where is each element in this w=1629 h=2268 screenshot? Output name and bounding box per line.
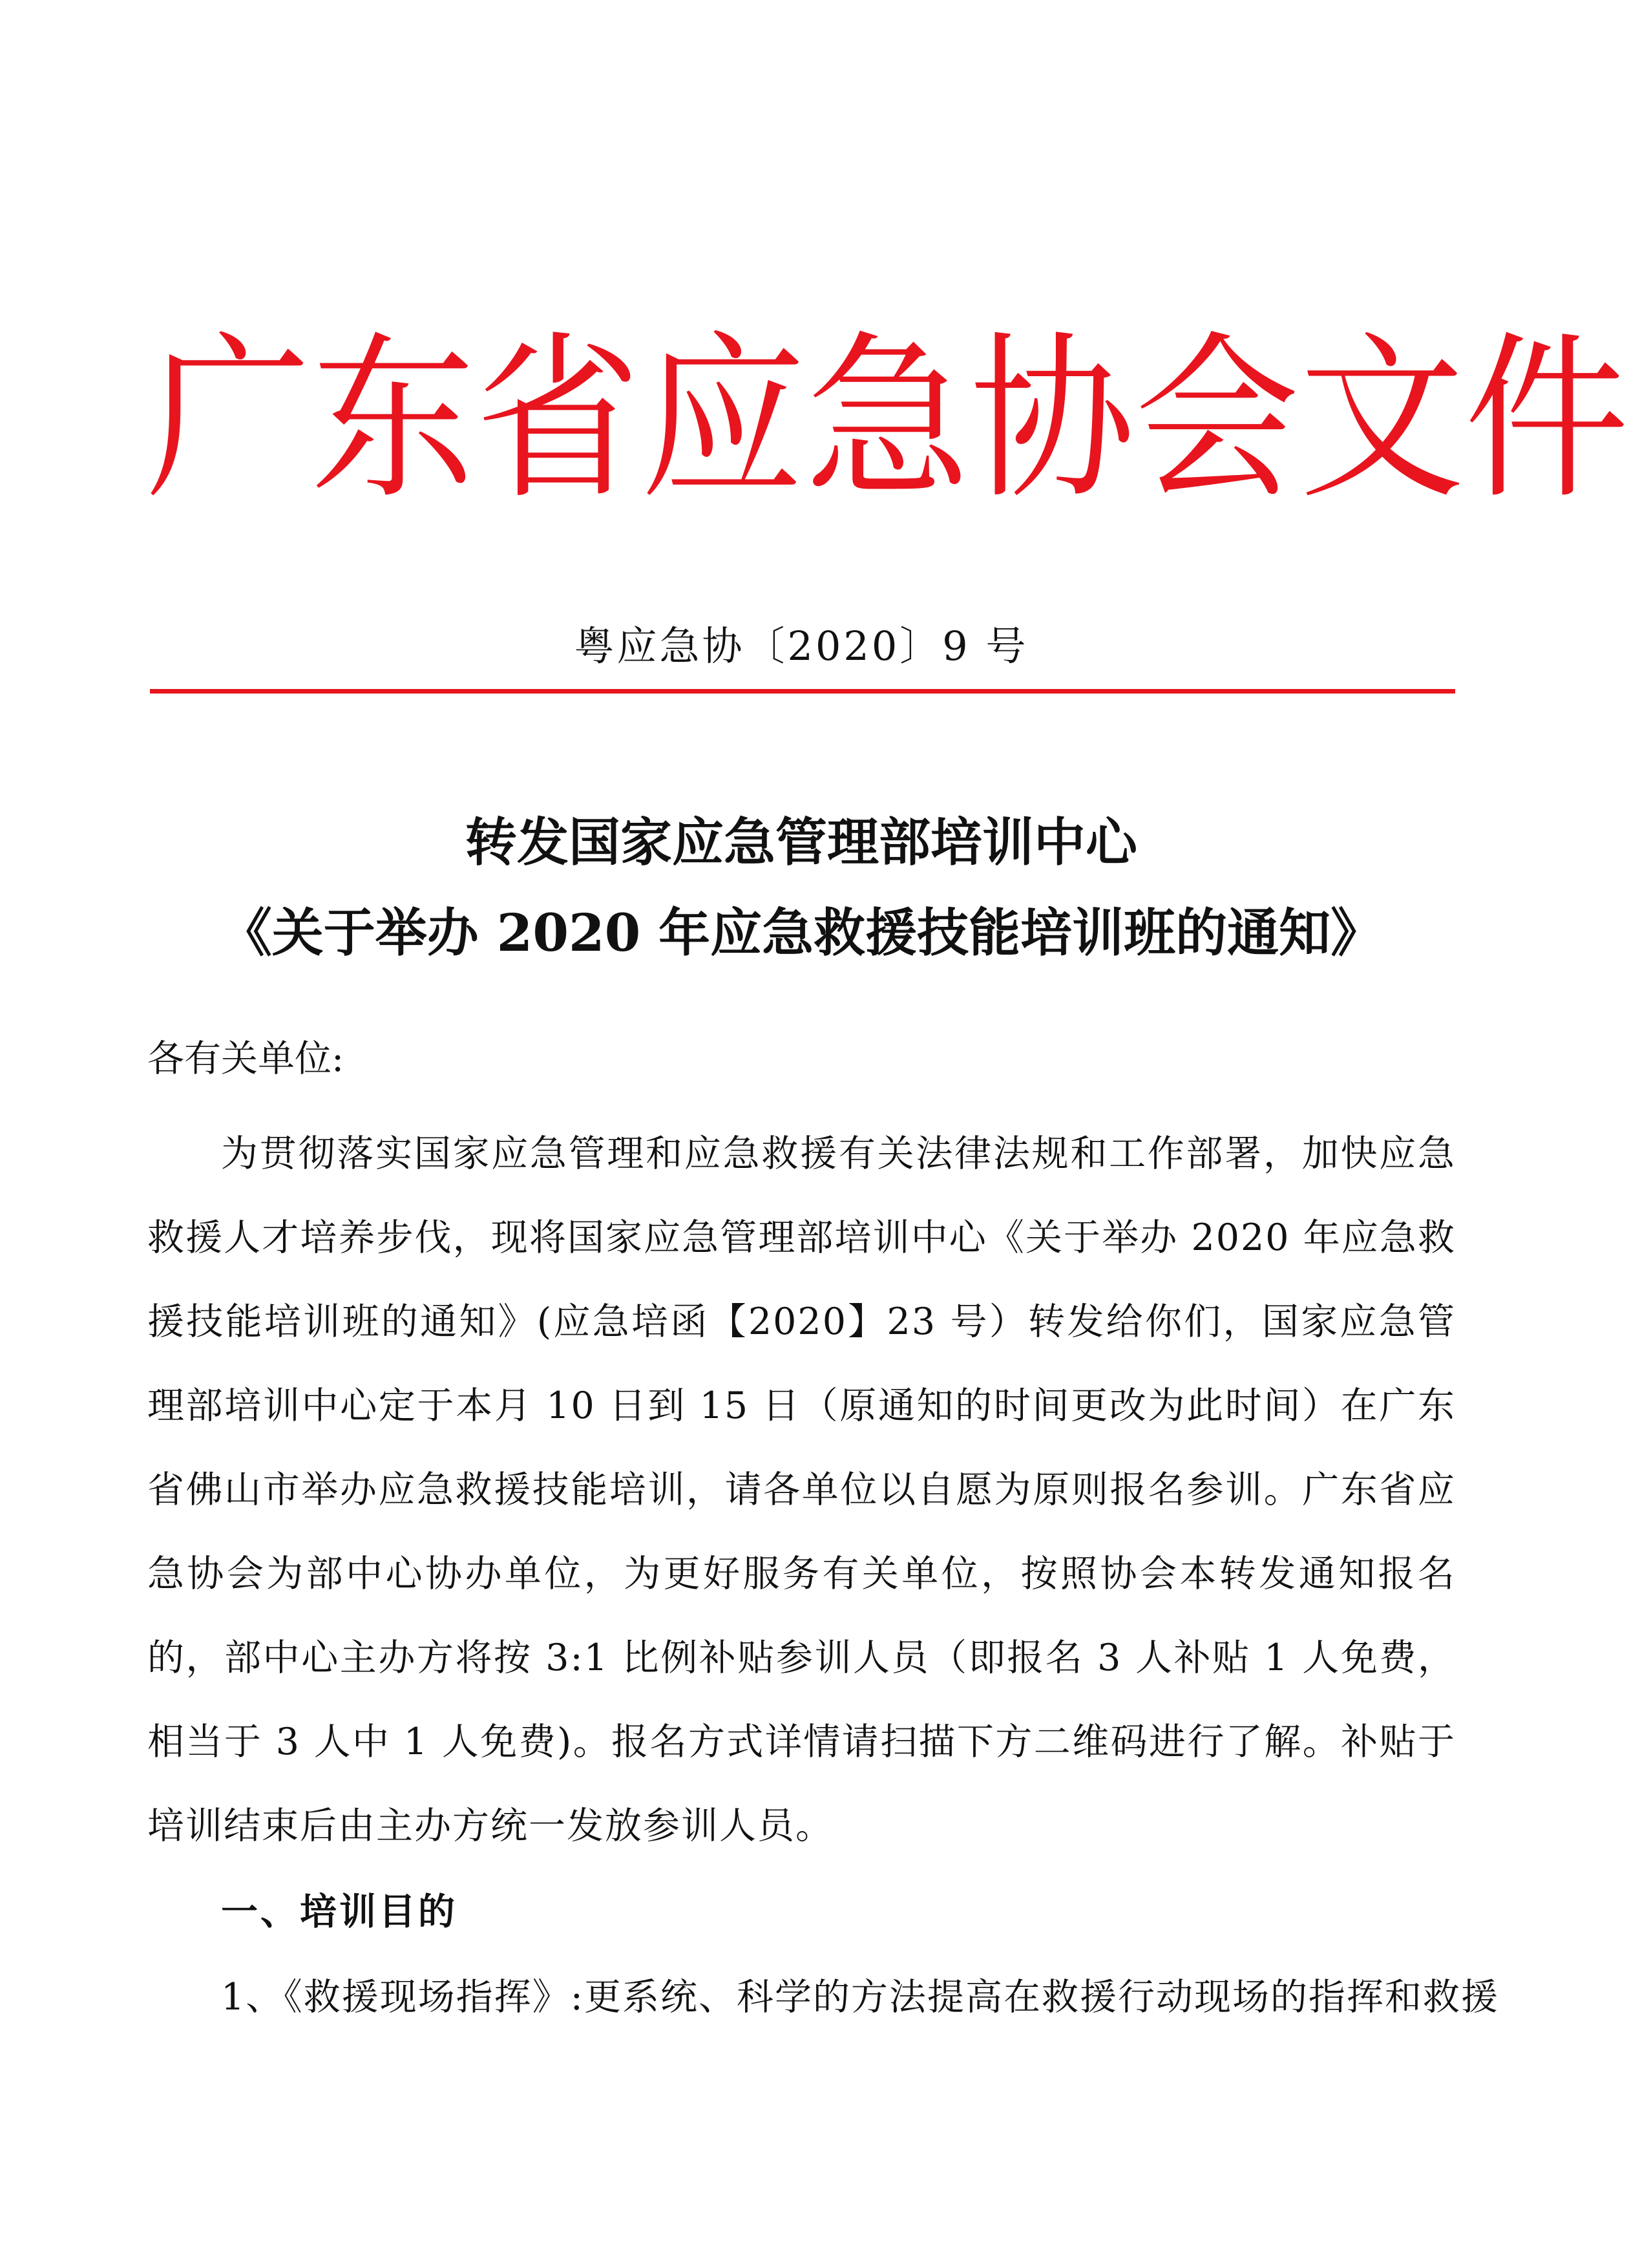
masthead-char: 省: [476, 316, 641, 524]
masthead-char: 会: [1135, 316, 1300, 524]
body-paragraph: 为贯彻落实国家应急管理和应急救援有关法律法规和工作部署，加快应急救援人才培养步伐，现将国家应急管理部培训中心《关于举办 2020 年应急救援技能培训班的通知》(应急培函【2020】23 号）转发给你们，国家应急管理部培训中心定于本月 10 日到 15 日（原通知的时间更改为此时间）在广东省佛山市举办应急救援技能培训，请各单位以自愿为原则报名参训。广东省应急协会为部中心协办单位，为更好服务有关单位，按照协会本转发通知报名的，部中心主办方将按 3:1 比例补贴参训人员（即报名 3 人补贴 1 人免费，相当于 3 人中 1 人免费)。报名方式详情请扫描下方二维码进行了解。补贴于培训结束后由主办方统一发放参训人员。: [147, 1132, 1456, 1847]
red-divider-rule: [150, 689, 1455, 694]
masthead-char: 急: [805, 316, 971, 524]
section-heading: 一、培训目的: [221, 1890, 457, 1933]
masthead-char: 东: [311, 316, 476, 524]
salutation: 各有关单位:: [147, 1037, 344, 1080]
masthead-char: 协: [970, 316, 1135, 524]
masthead-char: 件: [1464, 316, 1629, 524]
list-item: 1、《救援现场指挥》:更系统、科学的方法提高在救援行动现场的指挥和救援: [221, 1976, 1499, 2019]
masthead-title: [146, 316, 1629, 524]
document-title-line-2: 《关于举办 2020 年应急救援技能培训班的通知》: [220, 902, 1383, 963]
masthead-char: 广: [146, 316, 311, 524]
masthead-char: 文: [1299, 316, 1465, 524]
document-title-line-1: 转发国家应急管理部培训中心: [465, 812, 1137, 873]
masthead-char: 应: [640, 316, 806, 524]
document-number: 粤应急协〔2020〕9 号: [574, 622, 1029, 670]
